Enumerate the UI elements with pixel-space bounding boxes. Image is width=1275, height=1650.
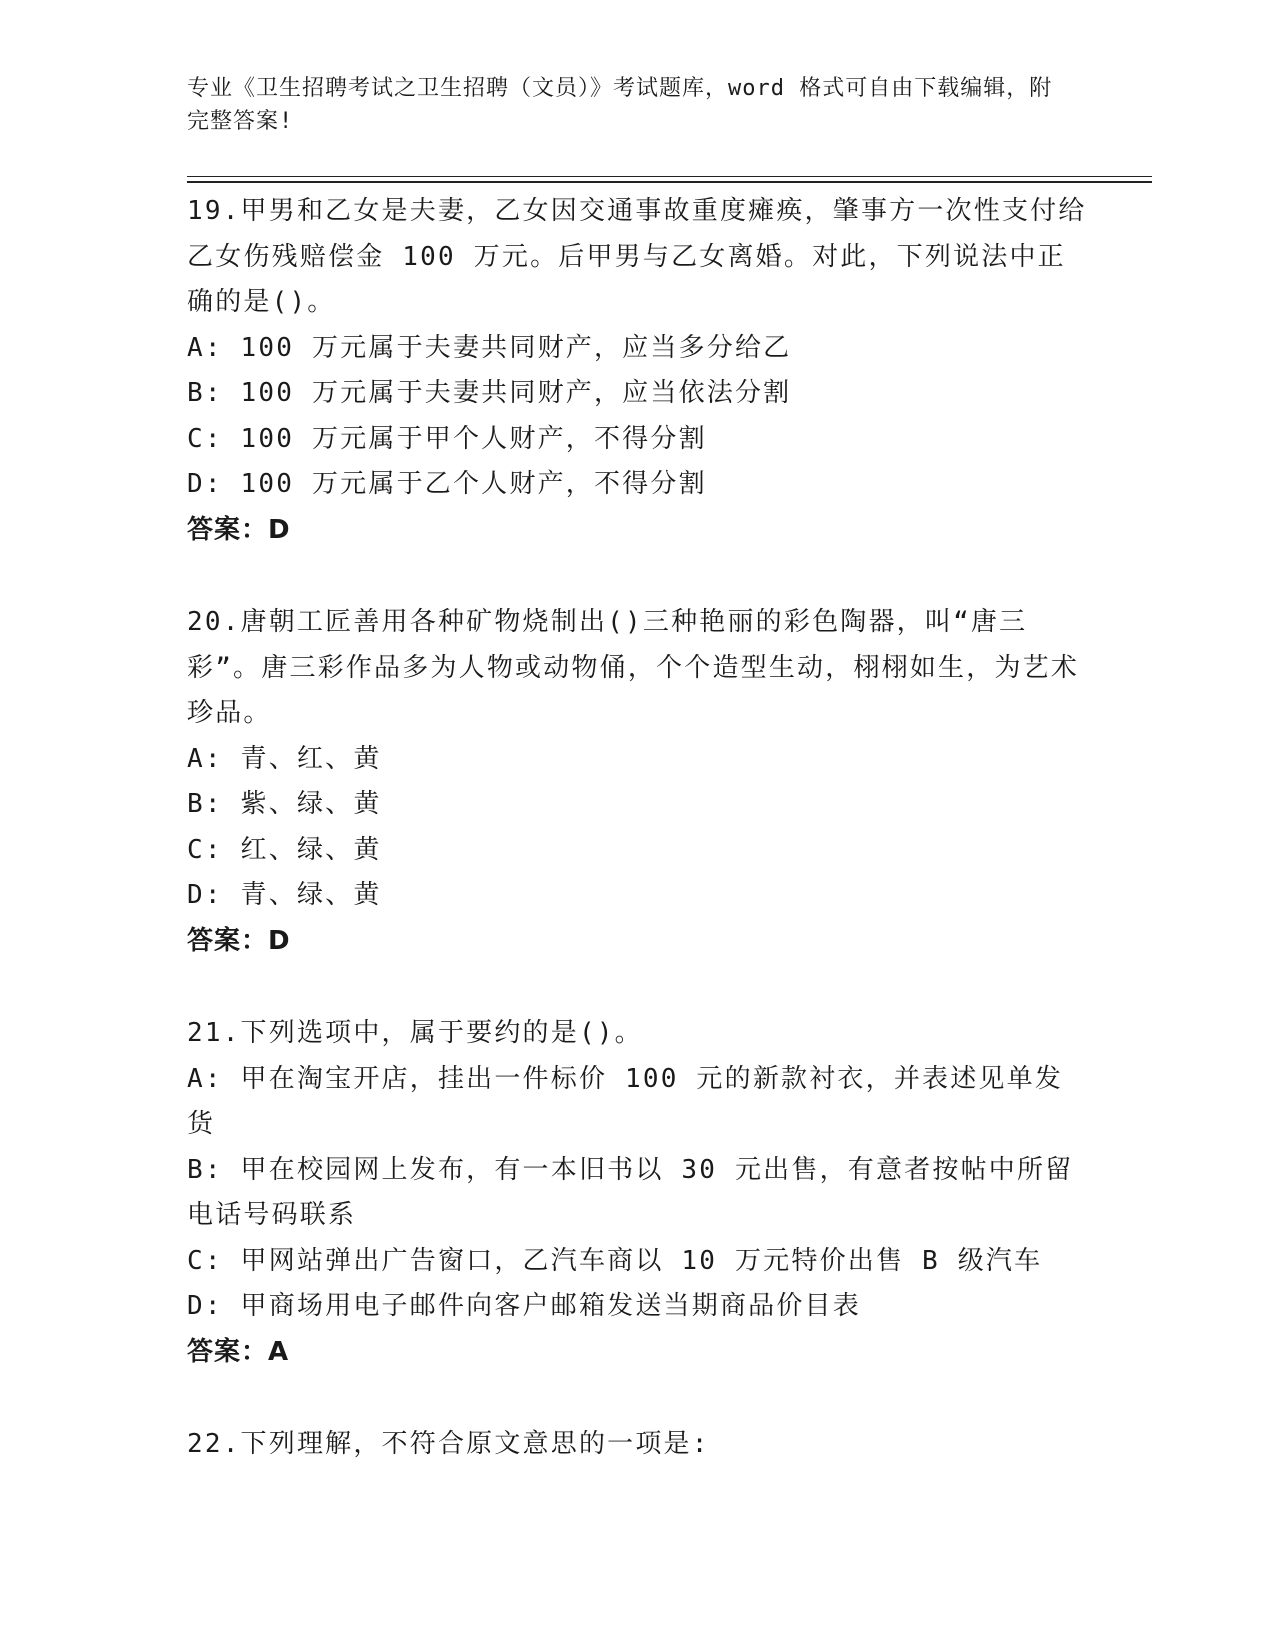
header-text: 专业《卫生招聘考试之卫生招聘（文员）》考试题库，word 格式可自由下载编辑，附完整答案! [187, 76, 1053, 134]
option-c: C: 甲网站弹出广告窗口，乙汽车商以 10 万元特价出售 B 级汽车 [187, 1245, 1043, 1276]
option-c: C: 红、绿、黄 [187, 834, 382, 865]
answer-label: 答案：D [187, 514, 291, 545]
option-d: D: 100 万元属于乙个人财产，不得分割 [187, 469, 707, 499]
answer-label: 答案：D [187, 925, 291, 956]
header-divider-thick [187, 181, 1152, 183]
document-header [187, 72, 1067, 138]
question-22 [187, 1422, 1087, 1468]
option-a: A: 甲在淘宝开店，挂出一件标价 100 元的新款衬衣，并表述见单发货 [187, 1063, 1064, 1139]
question-stem: 19.甲男和乙女是夫妻，乙女因交通事故重度瘫痪，肇事方一次性支付给乙女伤残赔偿金 100 万元。后甲男与乙女离婚。对此，下列说法中正确的是()。 [187, 196, 1087, 317]
question-stem: 20.唐朝工匠善用各种矿物烧制出()三种艳丽的彩色陶器，叫“唐三彩”。唐三彩作品多为人物或动物俑，个个造型生动，栩栩如生，为艺术珍品。 [187, 607, 1080, 728]
question-21 [187, 1011, 1087, 1375]
header-divider-thin [187, 176, 1152, 177]
question-19 [187, 189, 1087, 553]
question-stem: 21.下列选项中，属于要约的是()。 [187, 1018, 643, 1048]
option-d: D: 甲商场用电子邮件向客户邮箱发送当期商品价目表 [187, 1291, 861, 1321]
option-a: A: 100 万元属于夫妻共同财产，应当多分给乙 [187, 332, 792, 363]
option-b: B: 甲在校园网上发布，有一本旧书以 30 元出售，有意者按帖中所留电话号码联系 [187, 1154, 1074, 1230]
option-a: A: 青、红、黄 [187, 743, 382, 774]
answer-label: 答案：A [187, 1336, 290, 1367]
question-stem: 22.下列理解，不符合原文意思的一项是: [187, 1429, 710, 1459]
option-c: C: 100 万元属于甲个人财产，不得分割 [187, 423, 707, 454]
option-b: B: 紫、绿、黄 [187, 789, 382, 819]
option-d: D: 青、绿、黄 [187, 880, 382, 910]
question-20 [187, 600, 1087, 964]
option-b: B: 100 万元属于夫妻共同财产，应当依法分割 [187, 378, 792, 408]
question-list [187, 189, 1087, 1515]
